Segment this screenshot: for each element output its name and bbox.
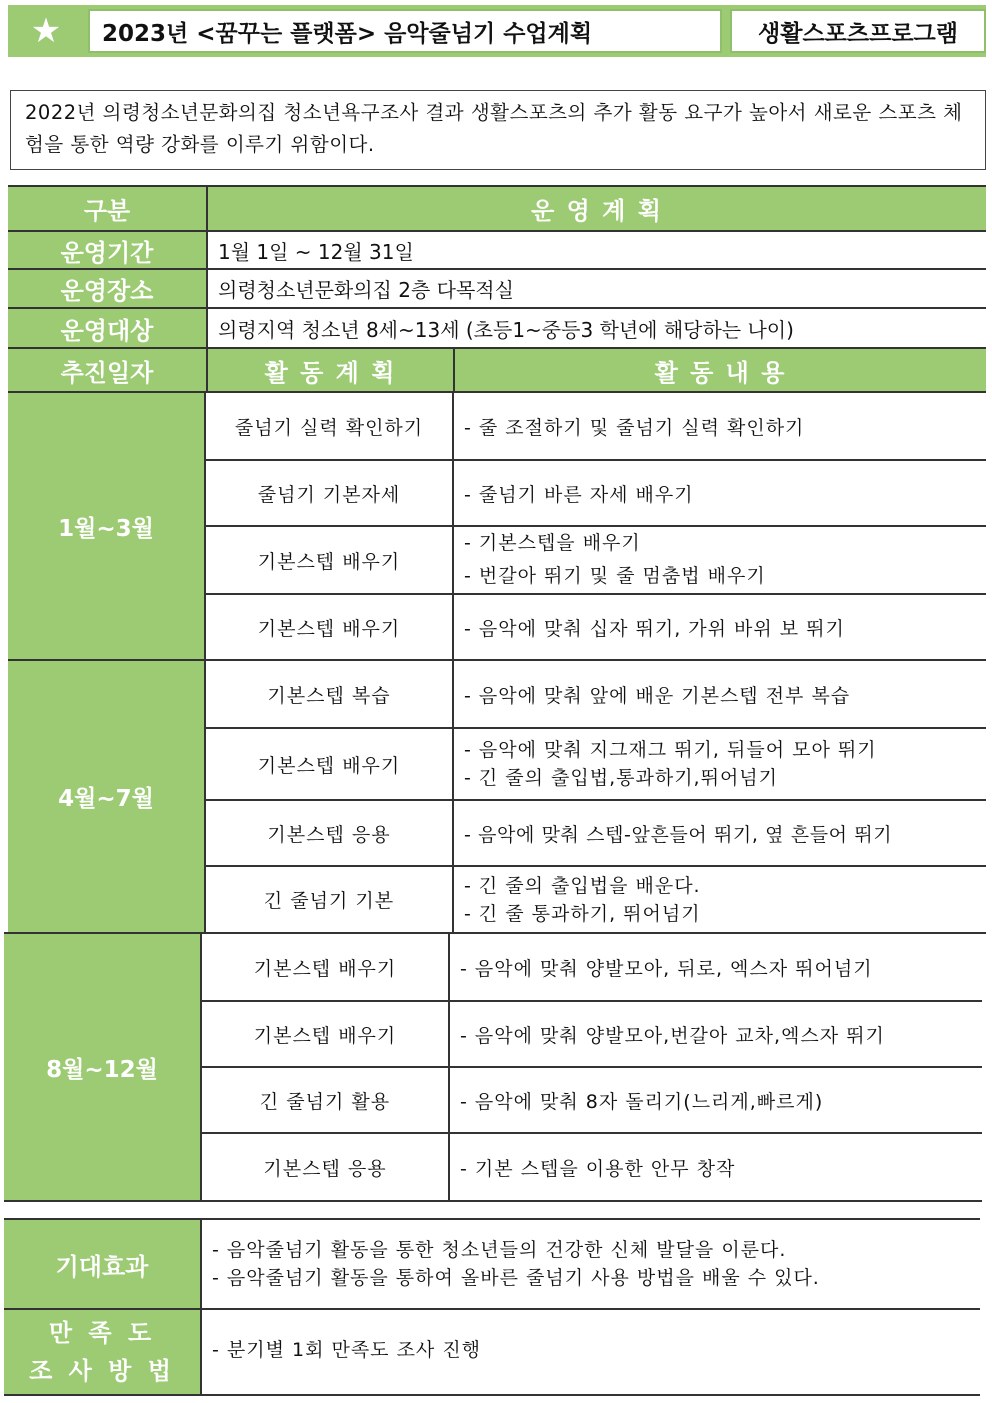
content-line: - 줄넘기 바른 자세 배우기 [464,483,694,506]
table-border [8,230,986,232]
activity-label: 기본스텝 배우기 [257,754,401,777]
activity-cell [202,1134,448,1200]
info-value-target: 의령지역 청소년 8세~13세 (초등1~중등3 학년에 해당하는 나이) [218,317,794,342]
head-plan-cell [208,187,986,230]
effect-line: - 음악줄넘기 활동을 통한 청소년들의 건강한 신체 발달을 이룬다. [212,1239,787,1261]
info-label-period: 운영기간 [60,238,154,267]
activity-cell [202,934,448,1000]
table-border [8,185,986,187]
table-border [4,1200,982,1202]
table-border [206,593,986,595]
activity-cell [206,801,452,865]
col-activity: 활 동 계 획 [264,358,397,387]
table-border [206,865,986,867]
table-border [206,459,986,461]
activity-cell [206,661,452,727]
col-date-cell [8,349,206,391]
effect-line: - 음악줄넘기 활동을 통하여 올바른 줄넘기 사용 방법을 배울 수 있다. [212,1267,820,1289]
col-activity-cell [208,349,453,391]
col-content-cell [455,349,986,391]
effect-label-cell [4,1220,200,1308]
table-border [448,934,450,1202]
content-cell [450,934,982,1000]
activity-cell [206,393,452,459]
survey-value: - 분기별 1회 만족도 조사 진행 [212,1338,482,1361]
program-category: 생활스포츠프로그램 [730,9,986,53]
survey-label-line2: 조 사 방 법 [29,1357,175,1385]
table-border [452,393,454,932]
info-label-target-cell [8,309,206,347]
table-border [202,1132,982,1134]
activity-label: 기본스텝 배우기 [257,617,401,640]
content-cell [454,595,986,659]
star-icon: ★ [30,11,62,51]
content-cell [454,801,986,865]
content-line: - 긴 줄 통과하기, 뛰어넘기 [464,902,701,925]
content-line: - 긴 줄의 출입법,통과하기,뛰어넘기 [464,767,779,789]
info-label-period-cell [8,232,206,268]
table-border [8,347,986,349]
period-label: 1월~3월 [58,515,154,542]
activity-label: 긴 줄넘기 활용 [259,1090,391,1113]
content-line: - 기본스텝을 배우기 [464,532,641,554]
content-line: - 긴 줄의 출입법을 배운다. [464,874,701,897]
content-cell [454,867,986,932]
head-label-cell [8,187,206,230]
content-cell [454,461,986,525]
period-cell [8,661,204,932]
content-line: - 음악에 맞춰 양발모아,번갈아 교차,엑스자 뛰기 [460,1024,885,1047]
info-label-place-cell [8,270,206,307]
activity-label: 긴 줄넘기 기본 [263,890,395,912]
info-label-place: 운영장소 [60,277,154,305]
col-content: 활 동 내 용 [654,358,787,387]
survey-label-line1: 만 족 도 [48,1319,156,1347]
content-line: - 줄 조절하기 및 줄넘기 실력 확인하기 [464,416,805,439]
table-border [206,185,208,393]
table-border [206,799,986,801]
col-date: 추진일자 [60,358,154,387]
head-label: 구분 [83,197,131,225]
period-label: 8월~12월 [46,1056,158,1083]
table-border [8,268,986,270]
table-border [8,659,986,661]
content-cell [454,729,986,799]
table-border [202,1000,982,1002]
content-cell [454,661,986,727]
purpose-text: 2022년 의령청소년문화의집 청소년욕구조사 결과 생활스포츠의 추가 활동 요구가 높아서 새로운 스포츠 체험을 통한 역량 강화를 이루기 위함이다. [10,90,986,170]
activity-label: 기본스텝 배우기 [257,550,401,573]
content-cell [450,1068,982,1132]
content-line: - 음악에 맞춰 양발모아, 뒤로, 엑스자 뛰어넘기 [460,957,873,980]
page-header [8,5,986,57]
content-cell [450,1002,982,1066]
period-label: 4월~7월 [58,786,154,812]
table-border [204,393,206,932]
table-border [202,1066,982,1068]
effect-content-cell [202,1220,980,1308]
info-value-period-cell [208,232,986,268]
content-cell [454,527,986,593]
table-border [8,391,986,393]
table-border [4,1394,980,1396]
content-cell [450,1134,982,1200]
header-frame [84,53,986,57]
table-border [200,1220,202,1394]
effect-label: 기대효과 [55,1252,149,1281]
star-badge [8,5,84,57]
content-cell [454,393,986,459]
activity-cell [202,1002,448,1066]
info-value-place-cell [208,270,986,307]
info-value-target-cell [208,309,986,347]
activity-cell [206,527,452,593]
period-cell [4,934,200,1200]
activity-label: 기본스텝 응용 [267,823,391,846]
info-value-place: 의령청소년문화의집 2층 다목적실 [218,278,514,302]
period-cell [8,393,204,659]
table-border [4,932,986,934]
activity-label: 기본스텝 배우기 [253,1024,397,1047]
activity-label: 줄넘기 기본자세 [257,483,401,506]
activity-label: 기본스텝 응용 [263,1157,387,1180]
activity-label: 기본스텝 배우기 [253,957,397,980]
content-line: - 음악에 맞춰 십자 뛰기, 가위 바위 보 뛰기 [464,617,845,640]
activity-cell [202,1068,448,1132]
table-border [8,307,986,309]
activity-label: 줄넘기 실력 확인하기 [234,416,424,439]
content-line: - 음악에 맞춰 스텝-앞흔들어 뛰기, 옆 흔들어 뛰기 [464,823,893,846]
content-line: - 음악에 맞춰 8자 돌리기(느리게,빠르게) [460,1090,824,1113]
activity-cell [206,729,452,799]
survey-label-cell [4,1310,200,1394]
activity-cell [206,461,452,525]
header-frame [722,5,730,57]
activity-label: 기본스텝 복습 [267,684,391,707]
head-plan: 운 영 계 획 [531,197,663,225]
table-border [453,349,455,393]
table-border [206,525,986,527]
content-line: - 음악에 맞춰 지그재그 뛰기, 뒤들어 모아 뛰기 [464,739,877,761]
activity-cell [206,595,452,659]
activity-cell [206,867,452,932]
info-label-target: 운영대상 [60,316,154,345]
survey-content-cell [202,1310,980,1394]
info-value-period: 1월 1일 ~ 12월 31일 [218,239,414,264]
content-line: - 번갈아 뛰기 및 줄 멈춤법 배우기 [464,565,766,587]
content-line: - 음악에 맞춰 앞에 배운 기본스텝 전부 복습 [464,684,851,707]
table-border [206,727,986,729]
table-border [200,934,202,1202]
content-line: - 기본 스텝을 이용한 안무 창작 [460,1157,736,1180]
document-title: 2023년 <꿈꾸는 플랫폼> 음악줄넘기 수업계획 [88,9,722,53]
